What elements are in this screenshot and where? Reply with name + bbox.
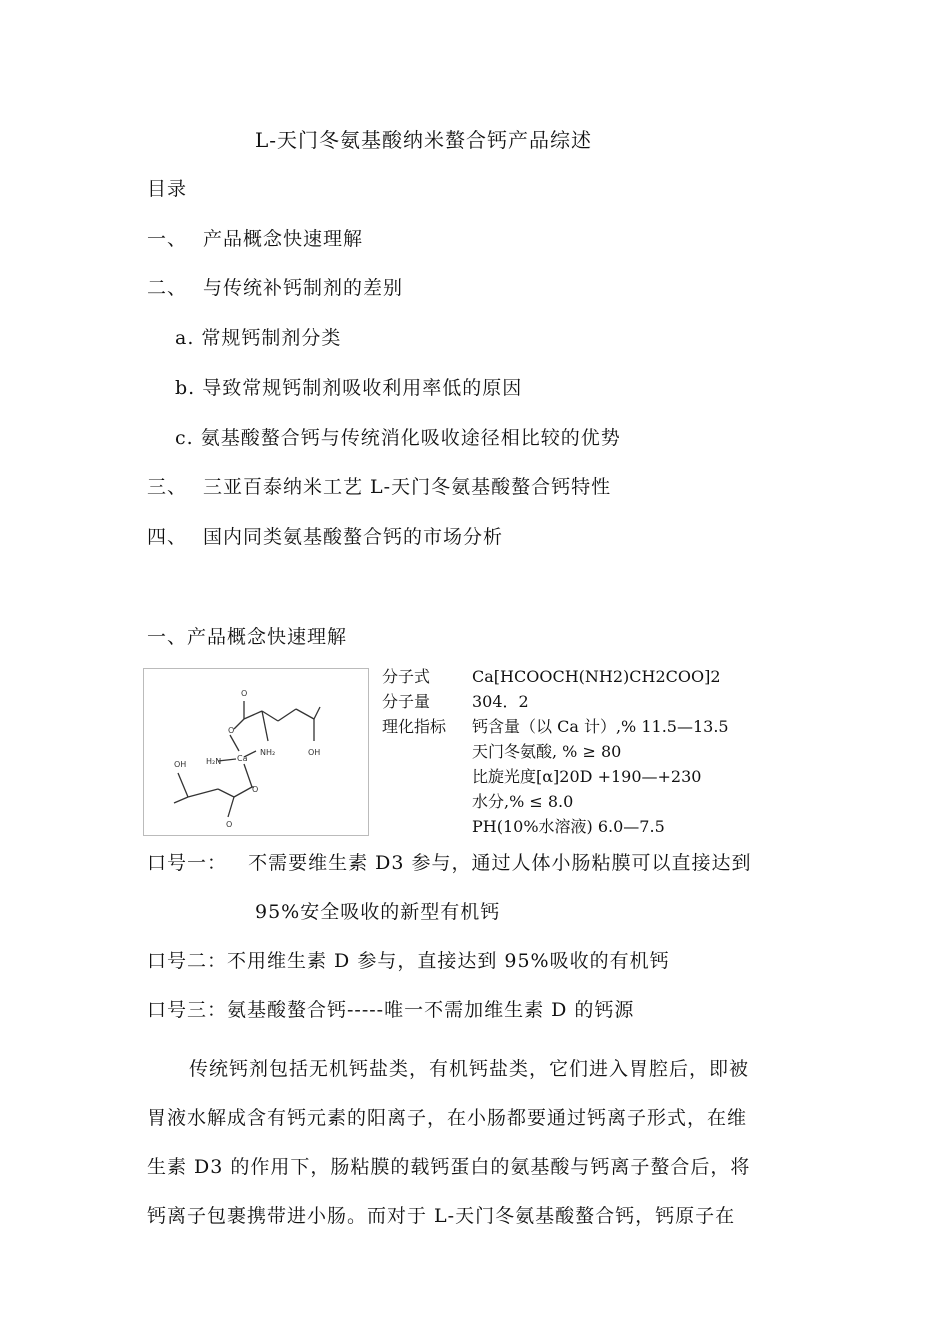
body-paragraph xyxy=(147,1045,817,1241)
spec-key: 分子式 xyxy=(382,667,431,686)
spec-value: Ca[HCOOCH(NH2)CH2COO]2 xyxy=(472,667,721,686)
toc-item-text: 三亚百泰纳米工艺 L-天门冬氨基酸螯合钙特性 xyxy=(203,476,612,498)
spec-index-row xyxy=(382,739,729,764)
slogan-1-continued: 95%安全吸收的新型有机钙 xyxy=(255,901,501,923)
atom-label: O xyxy=(252,785,259,794)
toc-item-number: 三、 xyxy=(147,476,188,498)
section-heading: 一、产品概念快速理解 xyxy=(147,626,348,648)
toc-item-number: 二、 xyxy=(147,277,188,299)
slogan-1 xyxy=(147,848,751,875)
molecular-structure-image xyxy=(143,668,369,836)
toc-label: 目录 xyxy=(147,178,188,200)
atom-label: Ca xyxy=(237,754,248,763)
spec-value: 钙含量（以 Ca 计）,% 11.5—13.5 xyxy=(472,717,729,736)
document-title: L-天门冬氨基酸纳米螯合钙产品综述 xyxy=(255,128,593,152)
slogan-2: 口号二：不用维生素 D 参与，直接达到 95%吸收的有机钙 xyxy=(147,950,670,972)
toc-item-number: 一、 xyxy=(147,228,188,250)
atom-label: NH₂ xyxy=(260,748,276,757)
spec-key: 理化指标 xyxy=(382,717,447,736)
toc-item-text: 与传统补钙制剂的差别 xyxy=(203,277,404,299)
atom-label: OH xyxy=(174,760,187,769)
toc-item xyxy=(147,224,363,251)
toc-item-number: 四、 xyxy=(147,526,188,548)
toc-item-text: 国内同类氨基酸螯合钙的市场分析 xyxy=(203,526,504,548)
paragraph-line: 生素 D3 的作用下，肠粘膜的载钙蛋白的氨基酸与钙离子螯合后，将 xyxy=(147,1156,751,1178)
structure-diagram xyxy=(144,669,368,835)
atom-label: OH xyxy=(308,748,321,757)
slogan-3: 口号三：氨基酸螯合钙-----唯一不需加维生素 D 的钙源 xyxy=(147,999,635,1021)
spec-index-row xyxy=(382,814,729,839)
toc-subitem: a. 常规钙制剂分类 xyxy=(175,327,342,349)
paragraph-line: 胃液水解成含有钙元素的阳离子，在小肠都要通过钙离子形式，在维 xyxy=(147,1107,748,1129)
toc-item-text: 产品概念快速理解 xyxy=(203,228,364,250)
slogan-label: 口号一： xyxy=(147,852,228,874)
atom-label: H₂N xyxy=(206,757,222,766)
spec-mw-row xyxy=(382,689,729,714)
paragraph-line: 钙离子包裹携带进小肠。而对于 L-天门冬氨基酸螯合钙，钙原子在 xyxy=(147,1205,736,1227)
atom-label: O xyxy=(228,726,235,735)
spec-index-row xyxy=(382,764,729,789)
paragraph-line: 传统钙剂包括无机钙盐类，有机钙盐类，它们进入胃腔后，即被 xyxy=(189,1058,750,1080)
toc-subitem: c. 氨基酸螯合钙与传统消化吸收途径相比较的优势 xyxy=(175,427,621,449)
spec-index-row xyxy=(382,714,729,739)
slogan-text: 不需要维生素 D3 参与，通过人体小肠粘膜可以直接达到 xyxy=(248,852,752,874)
toc-subitem: b. 导致常规钙制剂吸收利用率低的原因 xyxy=(175,377,523,399)
product-spec-block xyxy=(382,664,729,839)
atom-label: O xyxy=(241,689,248,698)
spec-value: 比旋光度[α]20D +190—+230 xyxy=(472,767,702,786)
spec-value: 天门冬氨酸, % ≥ 80 xyxy=(472,742,622,761)
spec-value: 水分,% ≤ 8.0 xyxy=(472,792,574,811)
atom-label: O xyxy=(226,820,233,829)
spec-value: PH(10%水溶液) 6.0—7.5 xyxy=(472,817,665,836)
toc-item xyxy=(147,472,611,499)
spec-formula-row xyxy=(382,664,729,689)
toc-item xyxy=(147,522,503,549)
spec-index-row xyxy=(382,789,729,814)
toc-item xyxy=(147,273,403,300)
spec-key: 分子量 xyxy=(382,692,431,711)
spec-value: 304．2 xyxy=(472,692,529,711)
